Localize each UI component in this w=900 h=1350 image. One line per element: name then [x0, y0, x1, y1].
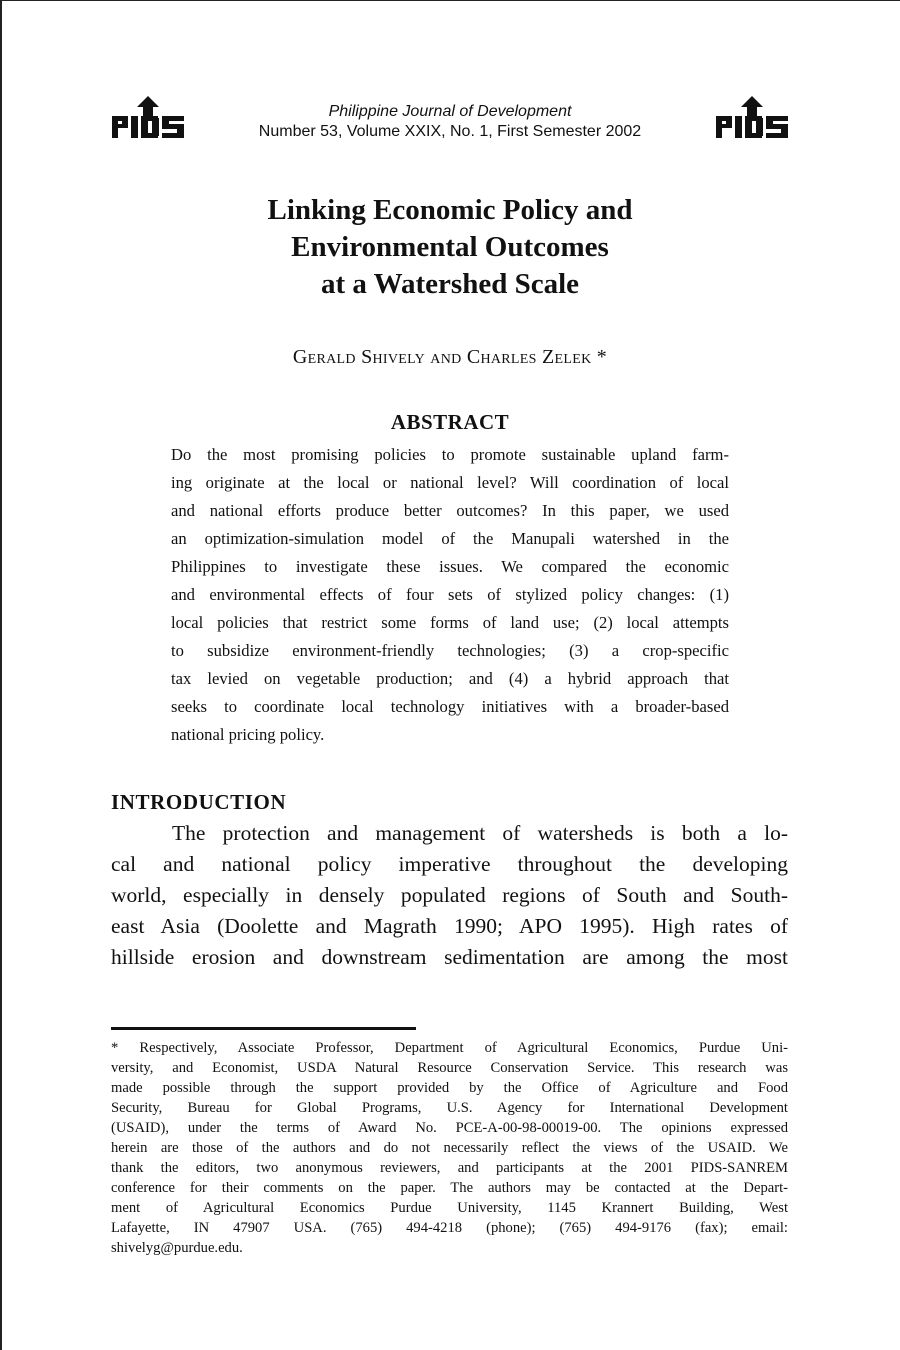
journal-name: Philippine Journal of Development [328, 103, 572, 120]
introduction-heading: INTRODUCTION [111, 790, 287, 814]
footnote-line: Lafayette, IN 47907 USA. (765) 494-4218 (phone); (765) 494-9176 (fax); email: [111, 1220, 788, 1236]
footnote-line: (USAID), under the terms of Award No. PCE-A-00-98-00019-00. The opinions expressed [111, 1120, 788, 1136]
paper-title [150, 192, 750, 303]
footnote-rule [111, 1027, 416, 1030]
abstract-line: seeks to coordinate local technology initiatives with a broader-based [171, 697, 729, 716]
footnote-line: Security, Bureau for Global Programs, U.S. Agency for International Development [111, 1100, 788, 1116]
title-line: Environmental Outcomes [291, 231, 609, 263]
body-line: hillside erosion and downstream sedimentation are among the most [111, 945, 788, 969]
pids-logo-left [110, 96, 186, 140]
footnote-line: * Respectively, Associate Professor, Department of Agricultural Economics, Purdue Uni- [111, 1040, 788, 1056]
author-line: Gerald Shively and Charles Zelek * [292, 346, 608, 368]
footnote-line: shivelyg@purdue.edu. [111, 1240, 243, 1256]
footnote-line: herein are those of the authors and do not necessarily reflect the views of the USAID. We [111, 1140, 788, 1156]
abstract-heading: ABSTRACT [390, 410, 510, 434]
abstract-body [171, 441, 729, 749]
body-line: east Asia (Doolette and Magrath 1990; APO 1995). High rates of [111, 914, 788, 938]
page-border-top [0, 0, 900, 1]
journal-issue: Number 53, Volume XXIX, No. 1, First Semester 2002 [258, 123, 642, 140]
journal-header [200, 102, 700, 142]
abstract-line: to subsidize environment-friendly technologies; (3) a crop-specific [171, 641, 729, 660]
abstract-line: Philippines to investigate these issues. We compared the economic [171, 557, 729, 576]
body-line: The protection and management of watersheds is both a lo- [172, 821, 788, 845]
footnote-line: versity, and Economist, USDA Natural Resource Conservation Service. This research was [111, 1060, 788, 1076]
body-line: world, especially in densely populated regions of South and South- [111, 883, 788, 907]
footnote [111, 1038, 788, 1258]
abstract-line: an optimization-simulation model of the Manupali watershed in the [171, 529, 729, 548]
introduction-body [111, 818, 788, 973]
footnote-line: ment of Agricultural Economics Purdue University, 1145 Krannert Building, West [111, 1200, 788, 1216]
page-border-left [0, 0, 2, 1350]
abstract-line: and environmental effects of four sets of stylized policy changes: (1) [171, 585, 729, 604]
abstract-line: and national efforts produce better outcomes? In this paper, we used [171, 501, 729, 520]
footnote-line: thank the editors, two anonymous reviewers, and participants at the 2001 PIDS-SANREM [111, 1160, 788, 1176]
title-line: at a Watershed Scale [320, 268, 580, 300]
pids-logo-right [714, 96, 790, 140]
abstract-line: ing originate at the local or national level? Will coordination of local [171, 473, 729, 492]
footnote-line: conference for their comments on the paper. The authors may be contacted at the Depart- [111, 1180, 788, 1196]
abstract-line: Do the most promising policies to promote sustainable upland farm- [171, 445, 729, 464]
footnote-line: made possible through the support provided by the Office of Agriculture and Food [111, 1080, 788, 1096]
abstract-line: local policies that restrict some forms of land use; (2) local attempts [171, 613, 729, 632]
body-line: cal and national policy imperative throughout the developing [111, 852, 788, 876]
abstract-line: national pricing policy. [171, 725, 325, 744]
title-line: Linking Economic Policy and [267, 194, 633, 226]
abstract-line: tax levied on vegetable production; and (4) a hybrid approach that [171, 669, 729, 688]
